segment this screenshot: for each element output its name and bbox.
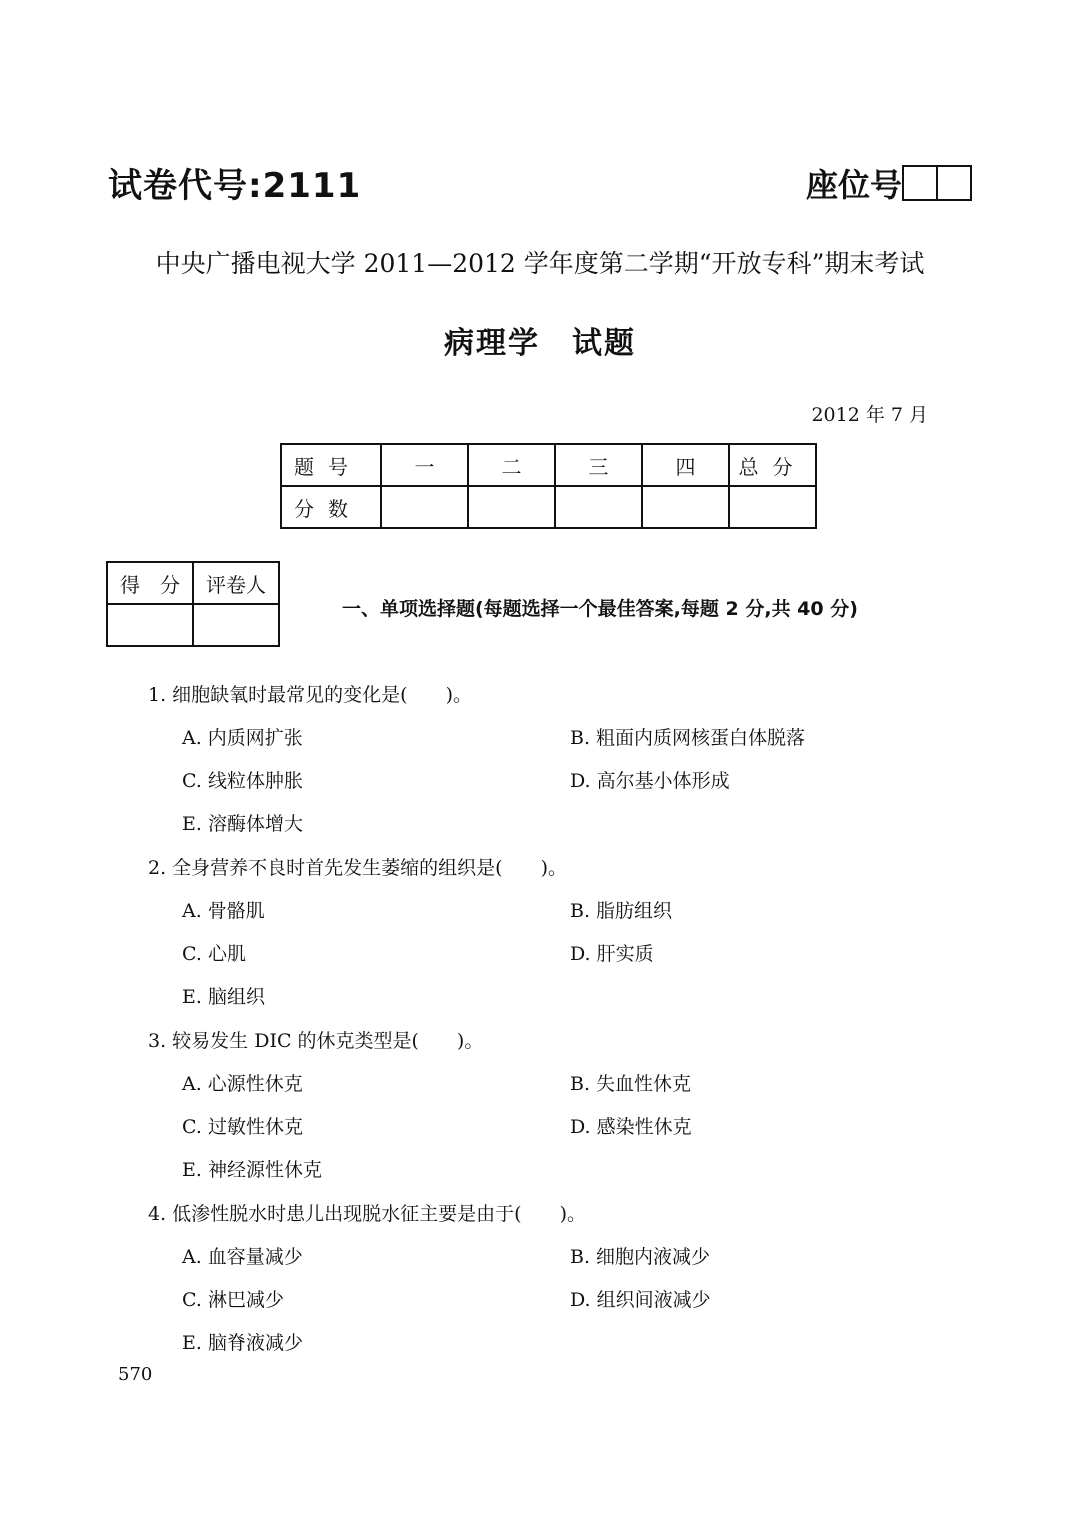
score-cell-header: 一 (381, 444, 468, 486)
exam-date: 2012 年 7 月 (811, 404, 928, 426)
question-option: B. 粗面内质网核蛋白体脱落 (570, 727, 806, 749)
question-option: D. 高尔基小体形成 (570, 770, 730, 792)
score-cell-header: 总分 (729, 444, 816, 486)
score-cell-header: 四 (642, 444, 729, 486)
score-cell-empty (642, 486, 729, 528)
question-stem: 4. 低渗性脱水时患儿出现脱水征主要是由于( )。 (148, 1203, 586, 1225)
grader-table (106, 561, 280, 647)
score-cell-header: 三 (555, 444, 642, 486)
grader-score-cell (107, 604, 193, 646)
question-option: E. 脑脊液减少 (182, 1332, 303, 1354)
question-option: C. 心肌 (182, 943, 246, 965)
score-cell-header: 题号 (281, 444, 381, 486)
question-option: B. 细胞内液减少 (570, 1246, 711, 1268)
question-option: E. 神经源性休克 (182, 1159, 322, 1181)
exam-title: 中央广播电视大学 2011—2012 学年度第二学期“开放专科”期末考试 (155, 249, 925, 278)
question-option: D. 感染性休克 (570, 1116, 692, 1138)
question-option: A. 血容量减少 (182, 1246, 303, 1268)
question-option: E. 溶酶体增大 (182, 813, 303, 835)
score-table-header-row (281, 444, 816, 486)
score-table (280, 443, 817, 529)
score-table-score-row (281, 486, 816, 528)
score-cell-empty (381, 486, 468, 528)
section-title: 一、单项选择题(每题选择一个最佳答案,每题 2 分,共 40 分) (342, 598, 858, 620)
question-stem: 3. 较易发生 DIC 的休克类型是( )。 (148, 1030, 484, 1052)
question-option: C. 线粒体肿胀 (182, 770, 303, 792)
seat-number (806, 160, 972, 206)
question-option: C. 过敏性休克 (182, 1116, 303, 1138)
score-cell-header: 二 (468, 444, 555, 486)
seat-box-1 (902, 165, 938, 201)
grader-score-header: 得 分 (107, 562, 193, 604)
seat-box-2 (938, 165, 972, 201)
grader-name-header: 评卷人 (193, 562, 279, 604)
question-stem: 1. 细胞缺氧时最常见的变化是( )。 (148, 684, 472, 706)
question-option: A. 心源性休克 (182, 1073, 303, 1095)
subject-title: 病理学 试题 (444, 326, 636, 361)
score-cell-label: 分数 (281, 486, 381, 528)
paper-code: 试卷代号:2111 (108, 166, 362, 206)
question-option: B. 脂肪组织 (570, 900, 673, 922)
question-option: B. 失血性休克 (570, 1073, 692, 1095)
score-cell-empty (729, 486, 816, 528)
seat-label: 座位号 (805, 166, 902, 204)
question-option: A. 骨骼肌 (182, 900, 265, 922)
grader-name-cell (193, 604, 279, 646)
page-number: 570 (118, 1364, 153, 1385)
question-option: E. 脑组织 (182, 986, 265, 1008)
question-option: D. 肝实质 (570, 943, 654, 965)
question-option: A. 内质网扩张 (182, 727, 303, 749)
question-stem: 2. 全身营养不良时首先发生萎缩的组织是( )。 (148, 857, 567, 879)
question-option: C. 淋巴减少 (182, 1289, 284, 1311)
question-option: D. 组织间液减少 (570, 1289, 711, 1311)
score-cell-empty (468, 486, 555, 528)
score-cell-empty (555, 486, 642, 528)
